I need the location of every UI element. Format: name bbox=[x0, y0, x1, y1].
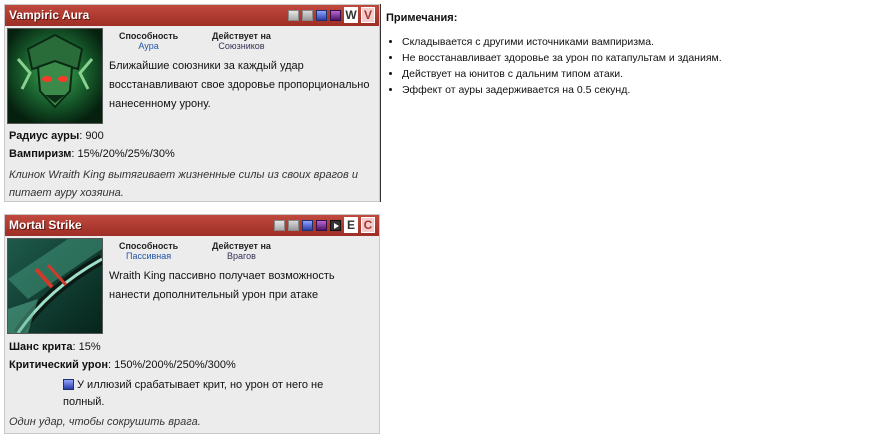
ability-stats bbox=[9, 338, 236, 374]
notes-title: Примечания: bbox=[386, 12, 458, 24]
ability-type bbox=[119, 241, 178, 261]
note-item: • Не восстанавливает здоровье за урон по катапультам и зданиям. bbox=[402, 50, 806, 66]
aghanims-scepter-icon[interactable] bbox=[330, 10, 341, 21]
ability-affects bbox=[212, 241, 271, 261]
mana-icon[interactable] bbox=[288, 220, 299, 231]
ability-stats bbox=[9, 127, 175, 163]
stat-label: Шанс крита bbox=[9, 341, 73, 353]
ability-description: Wraith King пассивно получает возможность нанести дополнительный урон при атаке bbox=[109, 270, 335, 301]
ability-lore: Один удар, чтобы сокрушить врага. bbox=[9, 416, 201, 428]
ability-affects bbox=[212, 31, 271, 51]
ability-type-label: Способность bbox=[119, 31, 179, 41]
ability-icon[interactable] bbox=[274, 220, 285, 231]
ability-card-mortal-strike bbox=[4, 214, 380, 434]
stat-row bbox=[9, 338, 236, 356]
note-item: • Складывается с другими источниками вампиризма. bbox=[402, 34, 806, 50]
stat-label: Вампиризм bbox=[9, 148, 72, 160]
aghanims-shard-icon[interactable] bbox=[302, 220, 313, 231]
stat-value: : 15% bbox=[72, 341, 101, 353]
ability-icon[interactable] bbox=[288, 10, 299, 21]
mana-icon[interactable] bbox=[302, 10, 313, 21]
stat-value: : 15%/20%/25%/30% bbox=[71, 148, 175, 160]
ability-type-label: Способность bbox=[119, 241, 179, 251]
notes-panel bbox=[386, 12, 806, 98]
ability-type-value[interactable]: Пассивная bbox=[126, 251, 172, 261]
mortal-strike-icon bbox=[7, 238, 103, 334]
stat-row bbox=[9, 127, 175, 145]
ability-header bbox=[5, 215, 379, 236]
ability-title: Mortal Strike bbox=[9, 218, 82, 232]
ability-icon-bar bbox=[274, 217, 375, 233]
stat-label: Радиус ауры bbox=[9, 130, 80, 142]
stat-row bbox=[9, 356, 236, 374]
stat-value: : 150%/200%/250%/300% bbox=[107, 359, 236, 371]
hotkey-badge: E bbox=[344, 217, 358, 233]
ability-affects-value: Союзников bbox=[218, 41, 265, 51]
ability-type-value[interactable]: Аура bbox=[138, 41, 159, 51]
ability-description: Ближайшие союзники за каждый удар восстанавливают свое здоровье пропорционально нанесенному урону. bbox=[109, 60, 370, 110]
ability-lore: Клинок Wraith King вытягивает жизненные силы из своих врагов и питает ауру хозяина. bbox=[9, 169, 358, 199]
aghanims-shard-icon[interactable] bbox=[63, 379, 74, 390]
aghanims-shard-icon[interactable] bbox=[316, 10, 327, 21]
illusion-note bbox=[63, 377, 353, 411]
stat-label: Критический урон bbox=[9, 359, 108, 371]
legacy-hotkey-badge: V bbox=[361, 7, 375, 23]
legacy-hotkey-badge: C bbox=[361, 217, 375, 233]
note-item: • Действует на юнитов с дальним типом атаки. bbox=[402, 66, 806, 82]
ability-affects-value: Врагов bbox=[227, 251, 256, 261]
stat-row bbox=[9, 145, 175, 163]
aghanims-scepter-icon[interactable] bbox=[316, 220, 327, 231]
note-item: • Эффект от ауры задерживается на 0.5 секунд. bbox=[402, 82, 806, 98]
ability-card-vampiric-aura bbox=[4, 4, 380, 202]
illusion-note-text: У иллюзий срабатывает крит, но урон от него не полный. bbox=[63, 379, 324, 408]
vampiric-aura-icon bbox=[7, 28, 103, 124]
ability-header bbox=[5, 5, 379, 26]
ability-affects-label: Действует на bbox=[212, 241, 271, 251]
stat-value: : 900 bbox=[79, 130, 104, 142]
ability-title: Vampiric Aura bbox=[9, 8, 90, 22]
video-icon[interactable] bbox=[330, 220, 341, 231]
ability-icon-bar bbox=[288, 7, 375, 23]
ability-type bbox=[119, 31, 178, 51]
column-divider bbox=[380, 4, 381, 202]
ability-affects-label: Действует на bbox=[212, 31, 271, 41]
hotkey-badge: W bbox=[345, 8, 357, 22]
notes-list bbox=[386, 34, 806, 98]
